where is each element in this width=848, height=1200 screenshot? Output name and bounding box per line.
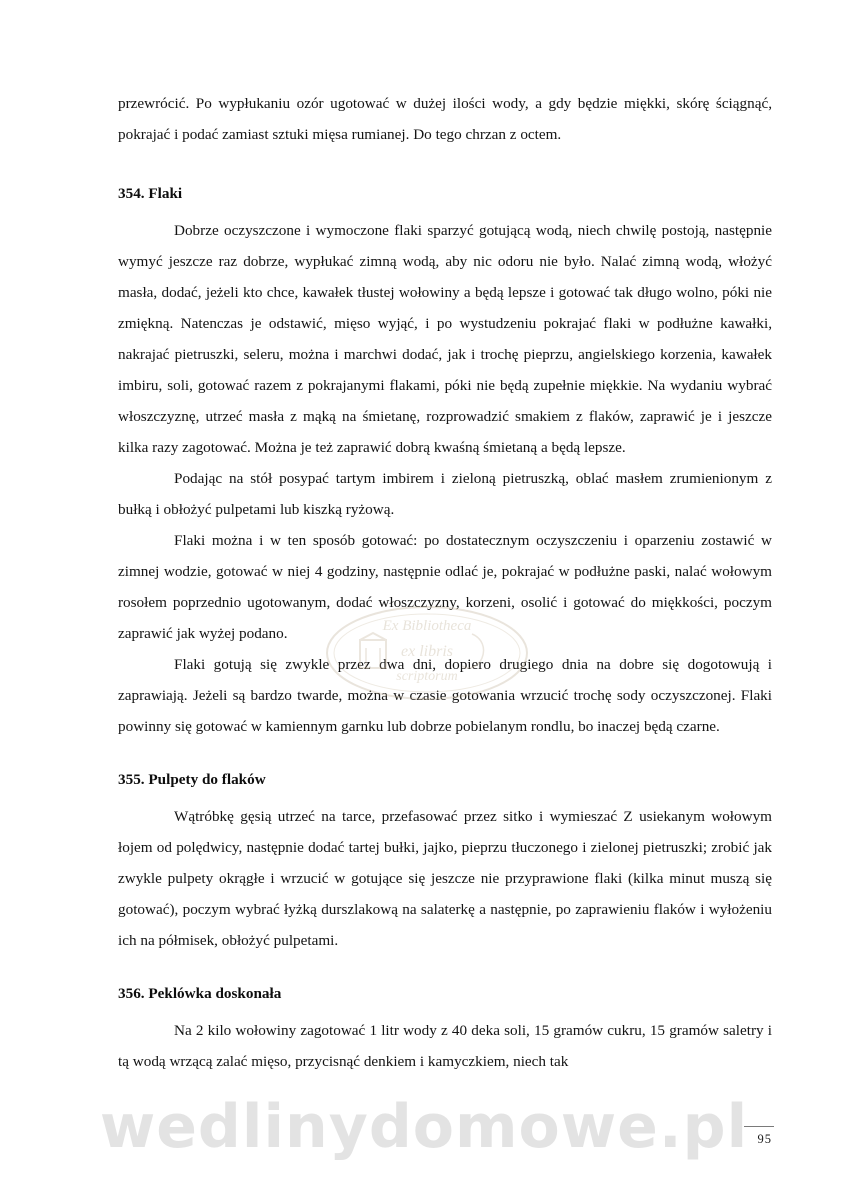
svg-text:scriptorum: scriptorum (396, 669, 458, 684)
page-content (118, 88, 772, 1077)
recipe-heading-355: 355. Pulpety do flaków (118, 771, 266, 788)
recipe-354-paragraph-1: Dobrze oczyszczone i wymoczone flaki sparzyć gotującą wodą, niech chwilę postoją, następnie wymyć jeszcze raz dobrze, wypłukać zimną wodą, aby nic odoru nie było. Nalać zimną wodą, włożyć masła, dodać, jeżeli kto chce, kawałek tłustej wołowiny a będą lepsze i gotować tak długo wolno, póki nie zmiękną. Natenczas je odstawić, mięso wyjąć, i po wystudzeniu pokrajać flaki w podłużne kawałki, nakrajać pietruszki, seleru, można i marchwi dodać, jak i trochę pieprzu, angielskiego korzenia, kawałek imbiru, soli, gotować razem z pokrajanymi flakami, póki nie będą zupełnie miękkie. Na wydaniu wybrać włoszczyznę, utrzeć masła z mąką na śmietanę, rozprowadzić smakiem z flaków, zaprawić je i jeszcze kilka razy zagotować. Można je też zaprawić dobrą kwaśną śmietaną a będą lepsze. (118, 222, 772, 456)
recipe-heading-354: 354. Flaki (118, 185, 183, 202)
site-watermark: wedlinydomowe.pl (99, 1092, 749, 1162)
page-number: 95 (757, 1132, 772, 1146)
recipe-354-paragraph-2: Podając na stół posypać tartym imbirem i zieloną pietruszką, oblać masłem zrumienionym z bułką i obłożyć pulpetami lub kiszką ryżową. (118, 470, 772, 518)
recipe-354-paragraph-3: Flaki można i w ten sposób gotować: po dostatecznym oczyszczeniu i oparzeniu zostawić w zimnej wodzie, gotować w niej 4 godziny, następnie odlać je, pokrajać w podłużne paski, nalać wołowym rosołem poprzednio ugotowanym, dodać włoszczyzny, korzeni, osolić i gotować do miękkości, poczym zaprawić jak wyżej podano. (118, 532, 772, 642)
recipe-356-paragraph-1: Na 2 kilo wołowiny zagotować 1 litr wody z 40 deka soli, 15 gramów cukru, 15 gramów saletry i tą wodą wrzącą zalać mięso, przycisnąć denkiem i kamyczkiem, niech tak (118, 1022, 772, 1070)
recipe-heading-356: 356. Peklówka doskonała (118, 985, 282, 1002)
spacer (118, 150, 772, 178)
spacer (118, 742, 772, 764)
svg-text:Ex Bibliotheca: Ex Bibliotheca (382, 618, 472, 634)
recipe-354-paragraph-4: Flaki gotują się zwykle przez dwa dni, dopiero drugiego dnia na dobre się dogotowują i zaprawiają. Jeżeli są bardzo twarde, można w czasie gotowania wrzucić trochę sody oczyszczonej. Flaki powinny się gotować w kamiennym garnku lub dobrze pobielanym rondlu, bo inaczej będą czarne. (118, 656, 772, 735)
spacer (118, 956, 772, 978)
paragraph-continuation: przewrócić. Po wypłukaniu ozór ugotować w dużej ilości wody, a gdy będzie miękki, skórę ściągnąć, pokrajać i podać zamiast sztuki mięsa rumianej. Do tego chrzan z octem. (118, 95, 772, 143)
recipe-355-paragraph-1: Wątróbkę gęsią utrzeć na tarce, przefasować przez sitko i wymieszać Z usiekanym wołowym łojem od polędwicy, następnie dodać tartej bułki, jajko, pieprzu tłuczonego i zielonej pietruszki; zrobić jak zwykle pulpety okrągłe i wrzucić w gotujące się jeszcze nie przyprawione flaki (kilka minut muszą się gotować), poczym wybrać łyżką durszlakową na salaterkę a następnie, po zaprawieniu flaków i wyłożeniu ich na półmisek, obłożyć pulpetami. (118, 808, 772, 949)
page-number-rule (744, 1126, 774, 1127)
svg-text:ex libris: ex libris (401, 643, 453, 660)
